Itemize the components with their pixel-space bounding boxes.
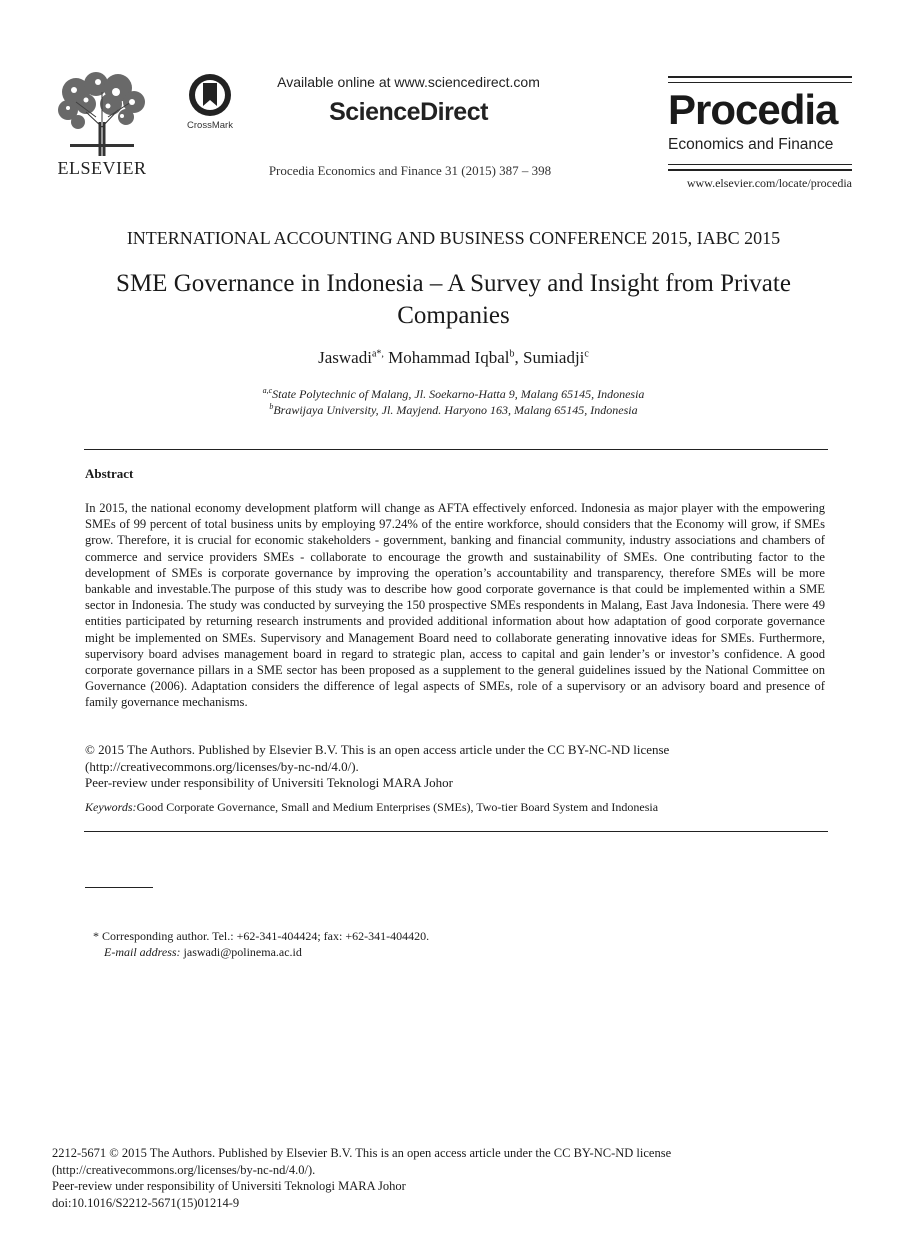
bottom-license [52, 1145, 852, 1211]
affiliation-sup: a,c [262, 386, 273, 395]
crossmark-label: CrossMark [187, 120, 233, 131]
license-link[interactable]: (http://creativecommons.org/licenses/by-nc-nd/4.0/). [52, 1162, 316, 1177]
masthead-rule [668, 169, 852, 171]
affiliation-sup: b [269, 402, 274, 411]
masthead-rule [668, 164, 852, 165]
available-online-text: Available online at www.sciencedirect.com [277, 74, 540, 90]
doi[interactable]: doi:10.1016/S2212-5671(15)01214-9 [52, 1195, 240, 1210]
section-divider [84, 831, 828, 832]
crossmark-icon [187, 72, 233, 118]
author-name: , Sumiadji [514, 348, 585, 367]
issn-license: 2212-5671 © 2015 The Authors. Published by Elsevier B.V. This is an open access article under the CC BY-NC-ND license [52, 1146, 672, 1160]
affiliation [60, 386, 847, 402]
footnote [93, 929, 693, 960]
journal-reference: Procedia Economics and Finance 31 (2015) 387 – 398 [268, 163, 552, 178]
elsevier-logo [52, 72, 152, 180]
peer-review-text: Peer-review under responsibility of Universiti Teknologi MARA Johor [85, 775, 453, 790]
affiliation [60, 402, 847, 418]
keywords-text: Good Corporate Governance, Small and Medium Enterprises (SMEs), Two-tier Board System and Indonesia [136, 800, 659, 814]
elsevier-wordmark: ELSEVIER [57, 158, 147, 178]
author-sup: c [584, 348, 589, 360]
keywords-label: Keywords: [85, 800, 137, 814]
abstract-body: In 2015, the national economy development platform will change as AFTA effectively enforced. Indonesia as major player with the empowering SMEs of 99 percent of total business units by employing 97.24% of the entire workforce, should considers that the Economy will grow, if SMEs grow. Therefore, it is crucial for economic stakeholders - government, banking and financial community, industry associations and chambers of commerce and service providers SMEs - collaborate to encourage the growth and sustainability of SMEs. One contributing factor to the development of SMEs is corporate governance by improving the operation’s accountability and transparency, therefore SMEs will be more bankable and investable.The purpose of this study was to describe how good corporate governance is that could be implemented within a SME sector in Indonesia. The study was conducted by surveying the 150 prospective SMEs respondents in Malang, East Java Indonesia. There were 49 entities participated by returning research instruments and provided additional information about how adaptation of good corporate governance might be implemented on SMEs. Supervisory and Management Board need to collaborate generating innovative ideas for SMEs. Furthermore, supervisory board advises management board in regard to strategic plan, access to capital and gain lender’s or investor’s confidence. A good corporate governance pillars in a SME sector has been proposed as a supplement to the general guidelines issued by the National Committee on Governance (2006). Adaptation considers the difference of legal aspects of SMEs, role of a supervisory or an advisory board and presence of family governance mechanisms. [85, 501, 825, 710]
procedia-title: Procedia [668, 86, 838, 133]
elsevier-tree-icon [56, 72, 148, 156]
corresponding-author: * Corresponding author. Tel.: +62-341-404424; fax: +62-341-404420. [93, 929, 430, 943]
section-divider [84, 449, 828, 450]
procedia-url-link[interactable]: www.elsevier.com/locate/procedia [686, 176, 852, 190]
affiliation-text: Brawijaya University, Jl. Mayjend. Haryono 163, Malang 65145, Indonesia [273, 403, 638, 417]
author-sup: b [509, 348, 515, 360]
author-name: Jaswadi [318, 348, 372, 367]
author-name: Mohammad Iqbal [383, 348, 510, 367]
email-label: E-mail address: [104, 944, 181, 959]
license-link[interactable]: (http://creativecommons.org/licenses/by-nc-nd/4.0/). [85, 758, 359, 774]
masthead-rule [668, 76, 852, 78]
peer-review-text: Peer-review under responsibility of Universiti Teknologi MARA Johor [52, 1179, 406, 1193]
email-line [93, 945, 693, 961]
email-link[interactable]: jaswadi@polinema.ac.id [180, 944, 302, 959]
footnote-rule [85, 887, 153, 888]
license-block [85, 742, 825, 792]
keywords [85, 800, 825, 815]
crossmark-badge[interactable] [180, 72, 240, 134]
masthead-rule [668, 82, 852, 83]
procedia-masthead [668, 74, 852, 194]
license-text: © 2015 The Authors. Published by Elsevier B.V. This is an open access article under the CC BY-NC-ND license [85, 742, 670, 757]
author-list [60, 348, 847, 368]
affiliation-text: State Polytechnic of Malang, Jl. Soekarno-Hatta 9, Malang 65145, Indonesia [272, 387, 645, 401]
abstract-heading: Abstract [85, 466, 134, 481]
procedia-subtitle: Economics and Finance [668, 136, 834, 153]
conference-name: INTERNATIONAL ACCOUNTING AND BUSINESS CONFERENCE 2015, IABC 2015 [126, 228, 781, 248]
paper-title: SME Governance in Indonesia – A Survey and Insight from Private Companies [116, 270, 791, 329]
sciencedirect-wordmark: ScienceDirect [329, 98, 488, 126]
author-sup: a*, [371, 348, 384, 360]
